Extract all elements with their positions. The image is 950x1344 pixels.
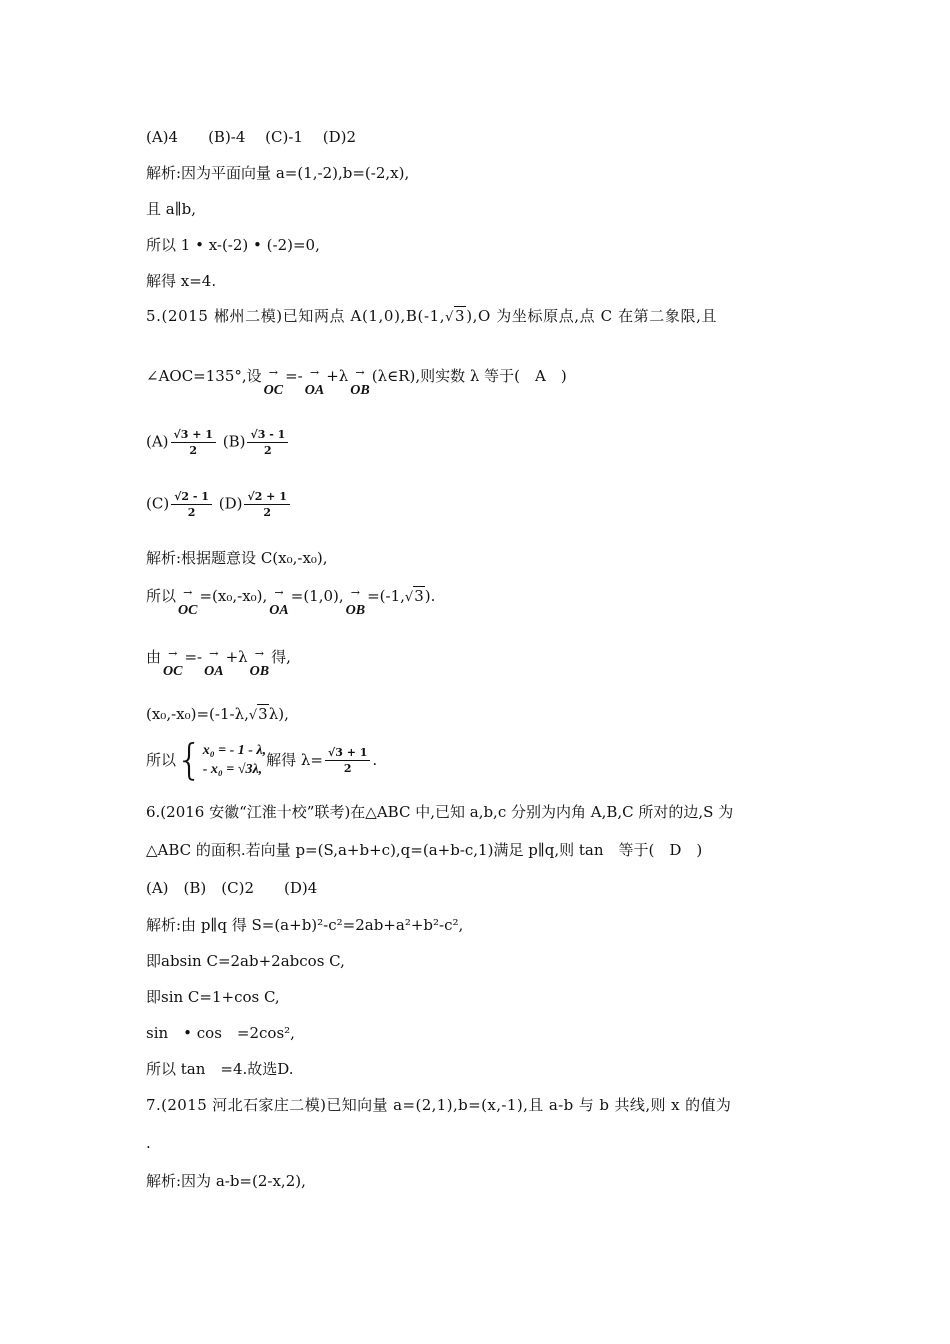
q6-solution-line-5: 所以 tan =4.故选D. bbox=[146, 1060, 294, 1078]
q6-solution-line-3: 即sin C=1+cos C, bbox=[146, 988, 280, 1006]
q5-sol5-mid: 解得 λ= bbox=[266, 751, 323, 769]
vector-ob: → OB bbox=[249, 647, 270, 679]
q4-solution-line-4: 解得 x=4. bbox=[146, 272, 217, 290]
q5-stem-tail: (λ∈R),则实数 λ 等于( A ) bbox=[371, 367, 567, 385]
q5-solution-line-4 bbox=[146, 704, 289, 726]
q5-solution-line-5 bbox=[146, 737, 377, 782]
system-eq-1: x₀ = - 1 - λ, bbox=[202, 743, 267, 758]
q4-solution-line-2: 且 a∥b, bbox=[146, 200, 197, 218]
q5-sol5-prefix: 所以 bbox=[146, 751, 177, 769]
sqrt-radicand: 3 bbox=[455, 307, 466, 325]
q6-stem-line-1: 6.(2016 安徽“江淮十校”联考)在△ABC 中,已知 a,b,c 分别为内角 A,B,C 所对的边,S 为 bbox=[146, 803, 734, 821]
q5-sol4-b: λ), bbox=[268, 705, 289, 723]
q5-sol3-eq-a: =- bbox=[184, 648, 203, 666]
q5-eq-b: +λ bbox=[326, 367, 349, 385]
q5-option-c-fraction: $\frac{√2 - 1}{2}$ bbox=[171, 490, 212, 519]
vector-oa: → OA bbox=[204, 647, 224, 679]
q4-options: (A)4 (B)-4 (C)-1 (D)2 bbox=[146, 128, 357, 146]
q5-sol3-end: 得, bbox=[271, 648, 291, 666]
q5-option-d-label: (D) bbox=[218, 494, 243, 513]
q5-sol3-eq-b: +λ bbox=[225, 648, 248, 666]
q5-stem-text-a: 5.(2015 郴州二模)已知两点 A(1,0),B(-1, bbox=[146, 307, 446, 325]
q6-stem-line-2: △ABC 的面积.若向量 p=(S,a+b+c),q=(a+b-c,1)满足 p∥q,则 tan 等于( D ) bbox=[146, 841, 703, 859]
q7-solution-line-1: 解析:因为 a-b=(2-x,2), bbox=[146, 1172, 306, 1190]
q5-stem-line-2 bbox=[146, 366, 567, 398]
q5-solution-line-2 bbox=[146, 586, 435, 618]
q5-equation-system bbox=[203, 741, 266, 779]
q5-option-a-fraction: $\frac{√3 + 1}{2}$ bbox=[171, 428, 216, 457]
q4-solution-line-3: 所以 1 • x-(-2) • (-2)=0, bbox=[146, 236, 320, 254]
vector-oa: → OA bbox=[304, 366, 325, 398]
q5-sol5-end: . bbox=[372, 751, 378, 769]
q5-sol3-prefix: 由 bbox=[146, 648, 162, 666]
system-eq-2: - x₀ = √3λ, bbox=[202, 762, 263, 777]
q5-sol2-oc-value: =(x₀,-x₀), bbox=[199, 587, 268, 605]
q5-option-c-label: (C) bbox=[146, 494, 170, 513]
q5-solution-line-1: 解析:根据题意设 C(x₀,-x₀), bbox=[146, 549, 328, 567]
q4-solution-line-1: 解析:因为平面向量 a=(1,-2),b=(-2,x), bbox=[146, 164, 410, 182]
vector-oc: → OC bbox=[263, 366, 284, 398]
q5-solution-line-3 bbox=[146, 647, 291, 679]
q6-solution-line-2: 即absin C=2ab+2abcos C, bbox=[146, 952, 345, 970]
q5-stem-text-b: ),O 为坐标原点,点 C 在第二象限,且 bbox=[466, 307, 718, 325]
q6-solution-line-1: 解析:由 p∥q 得 S=(a+b)²-c²=2ab+a²+b²-c², bbox=[146, 916, 464, 934]
q6-options: (A) (B) (C)2 (D)4 bbox=[146, 879, 318, 897]
q5-stem-line-1 bbox=[146, 306, 717, 328]
q6-solution-line-4: sin • cos =2cos², bbox=[146, 1024, 295, 1042]
q7-stem-line-2: . bbox=[146, 1134, 151, 1152]
q5-sol2-ob-value: =(-1, bbox=[367, 587, 405, 605]
q5-option-b-label: (B) bbox=[222, 432, 246, 451]
sqrt-symbol: √ bbox=[248, 708, 258, 723]
vector-oc: → OC bbox=[178, 586, 198, 618]
q5-option-d-fraction: $\frac{√2 + 1}{2}$ bbox=[244, 490, 289, 519]
vector-oc: → OC bbox=[163, 647, 183, 679]
sqrt-symbol: √ bbox=[404, 590, 414, 605]
sqrt-symbol: √ bbox=[445, 310, 455, 325]
system-brace: { bbox=[176, 735, 203, 784]
sqrt-radicand: 3 bbox=[258, 705, 268, 723]
q5-stem-angle: ∠AOC=135°,设 bbox=[146, 367, 262, 385]
q5-options-ab bbox=[146, 428, 290, 457]
q5-sol2-prefix: 所以 bbox=[146, 587, 177, 605]
q5-eq-a: =- bbox=[285, 367, 303, 385]
q5-sol4-a: (x₀,-x₀)=(-1-λ, bbox=[146, 705, 249, 723]
q7-stem-line-1: 7.(2015 河北石家庄二模)已知向量 a=(2,1),b=(x,-1),且 a-b 与 b 共线,则 x 的值为 bbox=[146, 1096, 732, 1114]
vector-ob: → OB bbox=[350, 366, 370, 398]
q5-option-a-label: (A) bbox=[146, 432, 169, 451]
q5-sol2-end: ). bbox=[424, 587, 436, 605]
q5-lambda-fraction: $\frac{√3 + 1}{2}$ bbox=[325, 746, 370, 775]
q5-option-b-fraction: $\frac{√3 - 1}{2}$ bbox=[247, 428, 288, 457]
sqrt-radicand: 3 bbox=[414, 587, 424, 605]
q5-options-cd bbox=[146, 490, 292, 519]
vector-ob: → OB bbox=[345, 586, 366, 618]
vector-oa: → OA bbox=[269, 586, 289, 618]
q5-sol2-oa-value: =(1,0), bbox=[290, 587, 344, 605]
